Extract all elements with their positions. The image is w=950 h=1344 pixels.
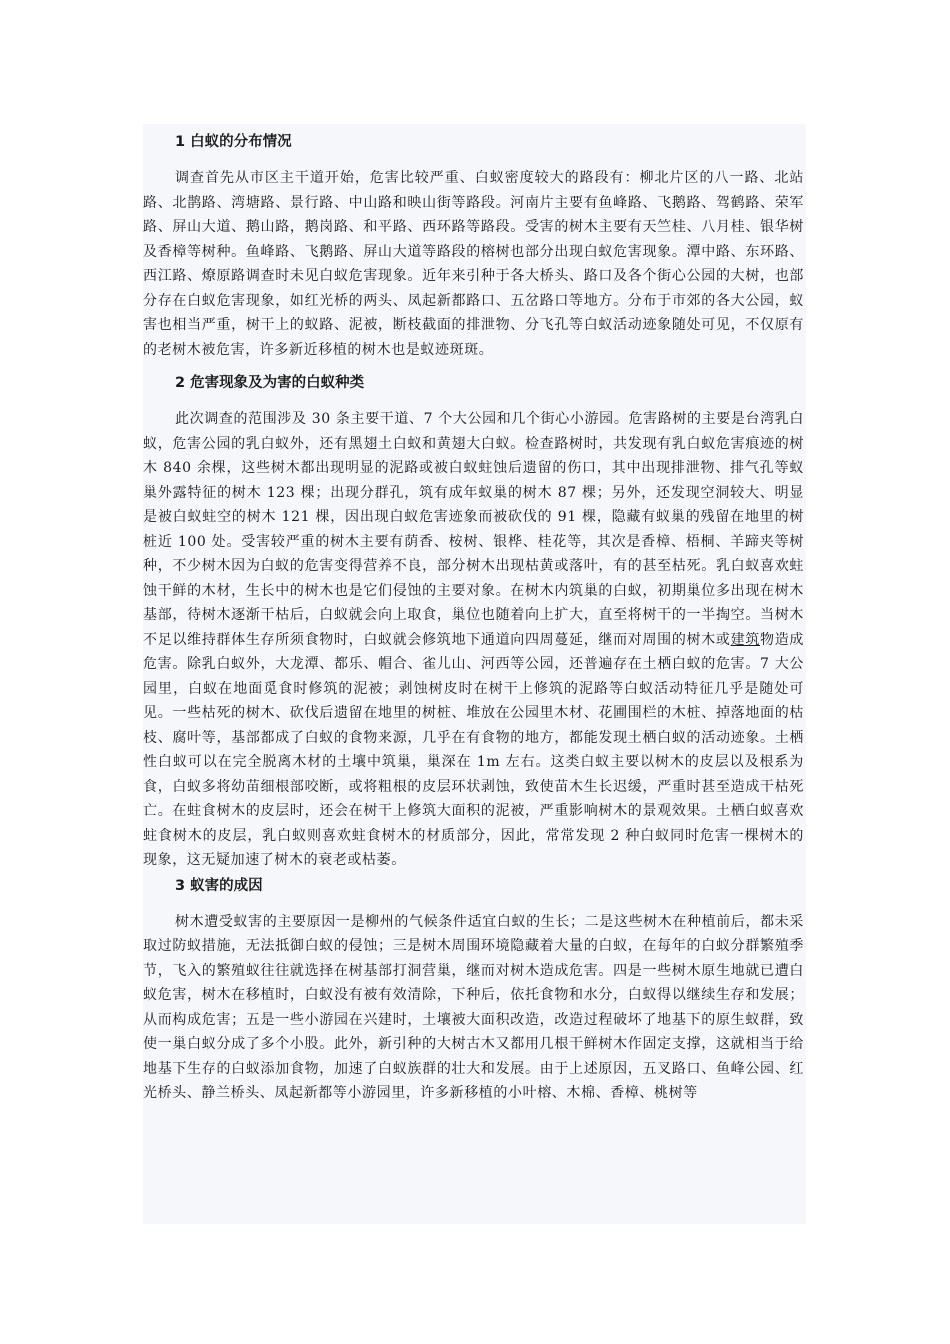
spacer [143,155,806,166]
section-title-causes: 3 蚁害的成因 [175,877,263,894]
paragraph-text-part-a: 此次调查的范围涉及 30 条主要干道、7 个大公园和几个街心小游园。危害路树的主要是台湾乳白蚁，危害公园的乳白蚁外，还有黑翅土白蚁和黄翅大白蚁。检查路树时，共发现有乳白蚁危害痕迹的树木 840 余棵，这些树木都出现明显的泥路或被白蚁蛀蚀后遗留的伤口，其中出现排泄物、排气孔等蚁巢外露特征的树木 123 棵；出现分群孔，筑有成年蚁巢的树木 87 棵；另外，还发现空洞较大、明显是被白蚁蛀空的树木 121 棵，因出现白蚁危害迹象而被砍伐的 91 棵，隐藏有蚁巢的残留在地里的树桩近 100 处。受害较严重的树木主要有荫香、桉树、银桦、桂花等，其次是香樟、梧桐、羊蹄夹等树种，不少树木因为白蚁的危害变得营养不良，部分树木出现枯黄或落叶，有的甚至枯死。乳白蚁喜欢蛀蚀干鲜的木材，生长中的树木也是它们侵蚀的主要对象。在树木内筑巢的白蚁，初期巢位多出现在树木基部，待树木逐渐干枯后，白蚁就会向上取食，巢位也随着向上扩大，直至将树干的一半掏空。当树木不足以维持群体生存所须食物时，白蚁就会修筑地下通道向四周蔓延，继而对周围的树木或 [143,411,804,648]
spacer [143,396,806,407]
section-title-damage-species: 2 危害现象及为害的白蚁种类 [175,375,365,391]
section-paragraph-causes: 树木遭受蚁害的主要原因一是柳州的气候条件适宜白蚁的生长；二是这些树木在种植前后，都未采取过防蚁措施，无法抵御白蚁的侵蚀；三是树木周围环境隐藏着大量的白蚁，在每年的白蚁分群繁殖季节，飞入的繁殖蚁往往就选择在树基部打洞营巢，继而对树木造成危害。四是一些树木原生地就已遭白蚁危害，树木在移植时，白蚁没有被有效清除，下种后，依托食物和水分，白蚁得以继续生存和发展；从而构成危害；五是一些小游园在兴建时，土壤被大面积改造，改造过程破坏了地基下的原生蚁群，致使一巢白蚁分成了多个小股。此外，新引种的大树古木又都用几根干鲜树木作固定支撑，这就相当于给地基下生存的白蚁添加食物，加速了白蚁族群的壮大和发展。由于上述原因，五叉路口、鱼峰公园、红光桥头、静兰桥头、凤起新都等小游园里，许多新移植的小叶榕、木棉、香樟、桃树等 [143,913,804,1101]
article-body [143,124,806,1224]
spacer [143,899,806,910]
paragraph-text-part-b: 物造成危害。除乳白蚁外，大龙潭、都乐、帽合、雀儿山、河西等公园，还普遍存在土栖白蚁的危害。7 大公园里，白蚁在地面觅食时修筑的泥被；剥蚀树皮时在树干上修筑的泥路等白蚁活动特征几乎是随处可见。一些枯死的树木、砍伐后遗留在地里的树桩、堆放在公园里木材、花圃围栏的木桩、掉落地面的枯枝、腐叶等，基部都成了白蚁的食物来源，几乎在有食物的地方，都能发现土栖白蚁的活动迹象。土栖性白蚁可以在完全脱离木材的土壤中筑巢，巢深在 1m 左右。这类白蚁主要以树木的皮层以及根系为食，白蚁多将幼苗细根部咬断，或将粗根的皮层环状剥蚀，致使苗木生长迟缓，严重时甚至造成干枯死亡。在蛀食树木的皮层时，还会在树干上修筑大面积的泥被，严重影响树木的景观效果。土栖白蚁喜欢蛀食树木的皮层，乳白蚁则喜欢蛀食树木的材质部分，因此，常常发现 2 种白蚁同时危害一棵树木的现象，这无疑加速了树木的衰老或枯萎。 [143,631,804,868]
section-paragraph-distribution: 调查首先从市区主干道开始，危害比较严重、白蚁密度较大的路段有：柳北片区的八一路、北站路、北鹊路、湾塘路、景行路、中山路和映山街等路段。河南片主要有鱼峰路、飞鹅路、驾鹤路、荣军路、屏山大道、鹅山路，鹅岗路、和平路、西环路等路段。受害的树木主要有天竺桂、八月桂、银华树及香樟等树种。鱼峰路、飞鹅路、屏山大道等路段的榕树也部分出现白蚁危害现象。潭中路、东环路、西江路、燎原路调查时未见白蚁危害现象。近年来引种于各大桥头、路口及各个街心公园的大树，也部分存在白蚁危害现象，如红光桥的两头、凤起新都路口、五岔路口等地方。分布于市郊的各大公园，蚁害也相当严重，树干上的蚁路、泥被，断枝截面的排泄物、分飞孔等白蚁活动迹象随处可见，不仅原有的老树木被危害，许多新近移植的树木也是蚁迹斑斑。 [143,170,804,358]
spacer [143,362,806,365]
section-title-distribution: 1 白蚁的分布情况 [175,134,292,150]
underlined-term: 建筑 [730,631,761,648]
section-paragraph-damage-species [143,407,806,873]
